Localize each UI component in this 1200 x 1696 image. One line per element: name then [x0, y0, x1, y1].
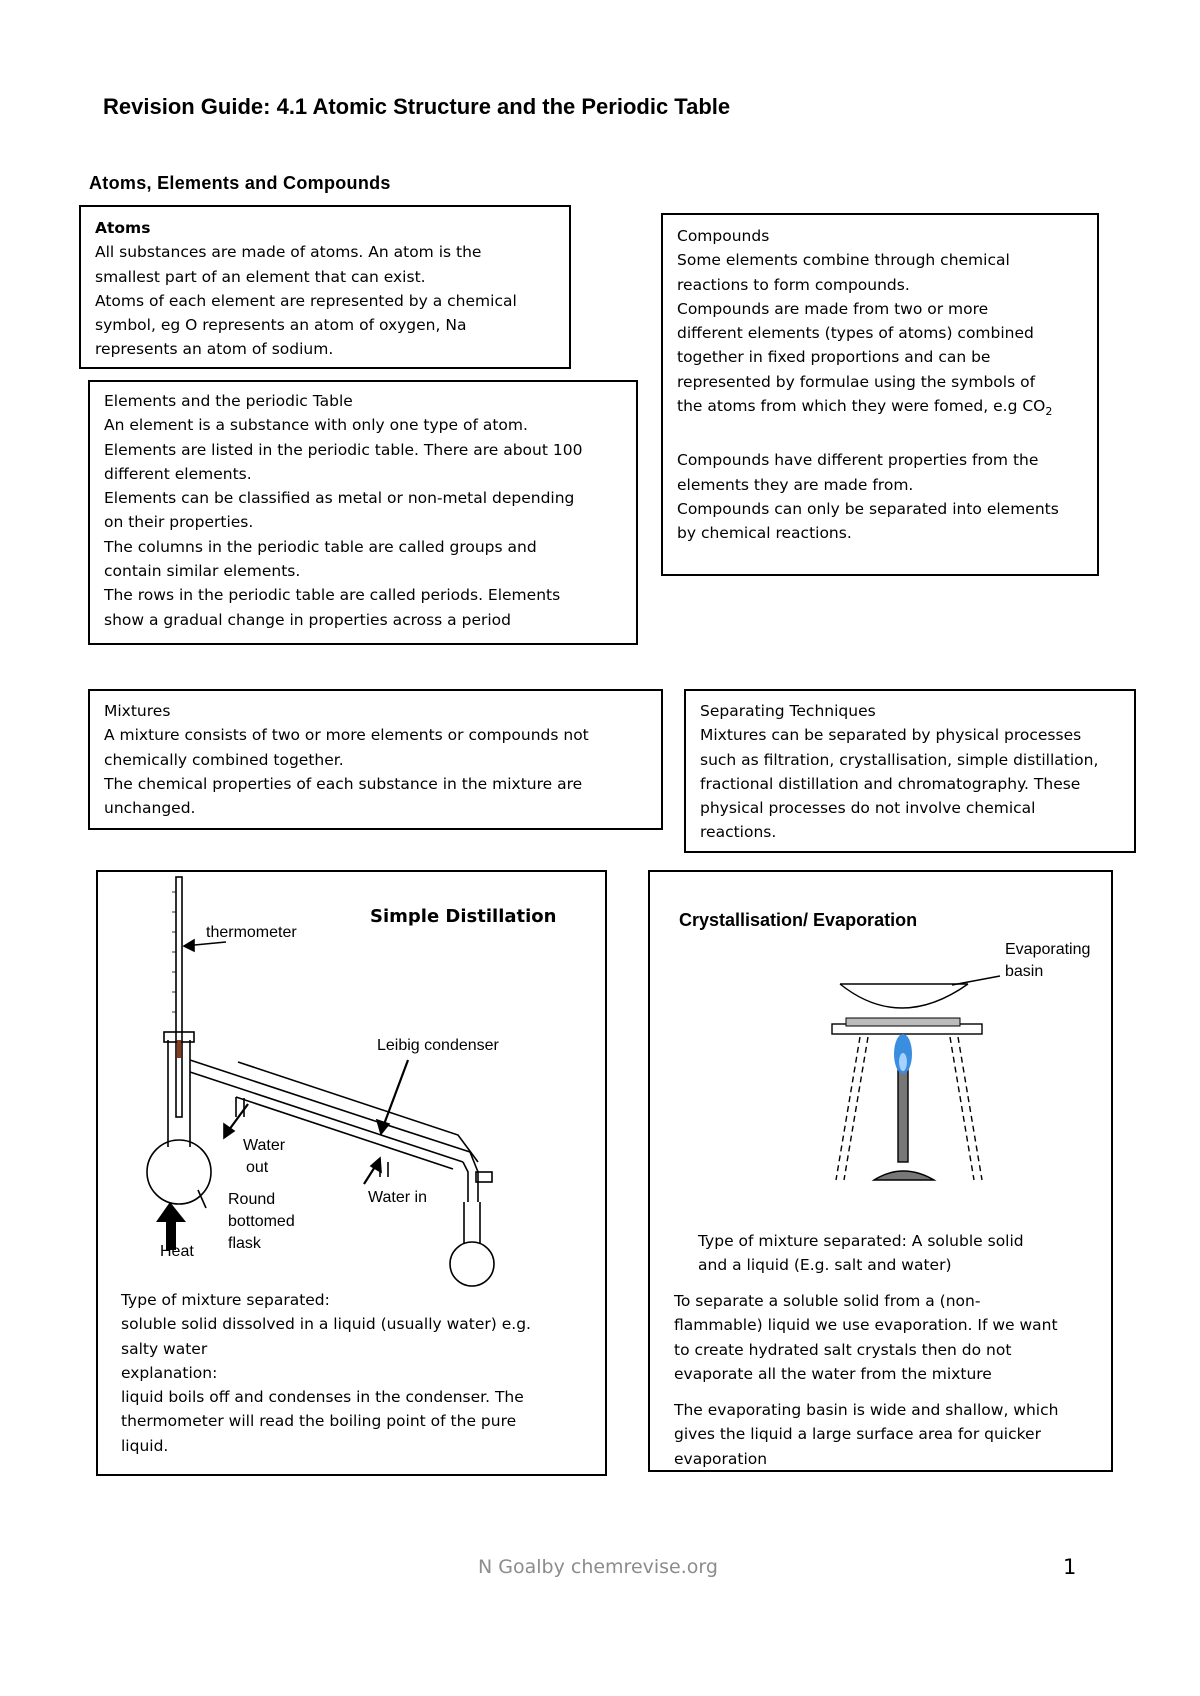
formula-subscript: 2 — [1045, 405, 1053, 419]
compounds-line: Compounds are made from two or more — [677, 299, 989, 318]
compounds-line: Compounds have different properties from the — [677, 451, 1039, 470]
round-bottom-flask-icon — [147, 1140, 211, 1204]
label-flask-2: bottomed — [228, 1213, 295, 1230]
distillation-line: salty water — [121, 1339, 208, 1358]
separating-line: such as filtration, crystallisation, simple distillation, — [700, 750, 1099, 769]
page-title: Revision Guide: 4.1 Atomic Structure and the Periodic Table — [103, 94, 731, 119]
distillation-line: soluble solid dissolved in a liquid (usually water) e.g. — [121, 1315, 531, 1334]
elements-line: Elements are listed in the periodic table. There are about 100 — [104, 440, 583, 459]
distillation-line: explanation: — [121, 1363, 218, 1382]
thermometer-icon — [176, 877, 182, 1117]
label-condenser: Leibig condenser — [377, 1037, 499, 1054]
atoms-line: represents an atom of sodium. — [95, 340, 334, 359]
distillation-title: Simple Distillation — [370, 906, 557, 927]
mixtures-line: A mixture consists of two or more elements or compounds not — [104, 726, 589, 745]
distillation-line: liquid boils off and condenses in the condenser. The — [121, 1388, 524, 1407]
crystallisation-line: flammable) liquid we use evaporation. If we want — [674, 1316, 1058, 1335]
separating-line: fractional distillation and chromatography. These — [700, 774, 1081, 793]
atoms-line: All substances are made of atoms. An atom is the — [95, 243, 482, 262]
compounds-formula-text: the atoms from which they were fomed, e.g CO — [677, 397, 1046, 416]
crystallisation-line: to create hydrated salt crystals then do not — [674, 1340, 1012, 1359]
separating-heading: Separating Techniques — [700, 702, 876, 720]
elements-line: Elements can be classified as metal or non-metal depending — [104, 489, 575, 508]
atoms-line: smallest part of an element that can exist. — [95, 267, 426, 286]
mixtures-line: unchanged. — [104, 799, 196, 818]
elements-line: different elements. — [104, 464, 252, 483]
compounds-line: represented by formulae using the symbols of — [677, 372, 1036, 391]
footer-credit: N Goalby chemrevise.org — [478, 1556, 718, 1578]
compounds-box — [661, 213, 1099, 576]
evaporating-basin-icon — [840, 984, 968, 1008]
atoms-line: symbol, eg O represents an atom of oxygen, Na — [95, 316, 467, 335]
compounds-line: different elements (types of atoms) combined — [677, 324, 1034, 343]
crystallisation-line: evaporate all the water from the mixture — [674, 1364, 992, 1383]
separating-line: Mixtures can be separated by physical processes — [700, 726, 1082, 745]
distillation-apparatus — [98, 872, 607, 1292]
atoms-box — [79, 205, 571, 369]
distillation-line: thermometer will read the boiling point of the pure — [121, 1412, 517, 1431]
separating-line: reactions. — [700, 823, 777, 842]
elements-line: An element is a substance with only one type of atom. — [104, 416, 528, 435]
compounds-line: by chemical reactions. — [677, 524, 852, 543]
compounds-heading: Compounds — [677, 227, 770, 245]
crystallisation-line: evaporation — [674, 1449, 768, 1468]
label-thermometer: thermometer — [206, 924, 297, 941]
label-water-out-2: out — [246, 1159, 269, 1176]
label-flask-3: flask — [228, 1235, 261, 1252]
separating-line: physical processes do not involve chemical — [700, 799, 1036, 818]
mixtures-box — [88, 689, 663, 830]
distillation-text — [121, 1288, 531, 1458]
distillation-line: Type of mixture separated: — [121, 1291, 330, 1309]
atoms-heading: Atoms — [95, 219, 151, 237]
crystallisation-type — [698, 1229, 1024, 1278]
crystallisation-type-line: Type of mixture separated: A soluble solid — [698, 1232, 1024, 1250]
label-water-out-1: Water — [243, 1137, 286, 1154]
label-basin-1: Evaporating — [1005, 941, 1091, 958]
elements-box — [88, 380, 638, 645]
label-basin-2: basin — [1005, 963, 1044, 980]
mixtures-heading: Mixtures — [104, 702, 171, 720]
crystallisation-line: gives the liquid a large surface area for quicker — [674, 1425, 1041, 1444]
receiving-flask-icon — [450, 1242, 494, 1286]
distillation-panel — [96, 870, 607, 1476]
elements-heading: Elements and the periodic Table — [104, 392, 353, 410]
crystallisation-line: The evaporating basin is wide and shallow, which — [674, 1401, 1059, 1419]
label-flask-1: Round — [228, 1191, 276, 1208]
separating-box — [684, 689, 1136, 853]
compounds-line: reactions to form compounds. — [677, 275, 910, 294]
crystallisation-panel — [648, 870, 1113, 1472]
bunsen-burner-icon — [898, 1070, 908, 1162]
label-heat: Heat — [160, 1243, 194, 1260]
compounds-line: elements they are made from. — [677, 475, 914, 494]
mixtures-line: The chemical properties of each substance in the mixture are — [104, 774, 583, 793]
elements-line: The rows in the periodic table are called periods. Elements — [104, 586, 561, 605]
elements-line: on their properties. — [104, 513, 254, 532]
crystallisation-para1 — [674, 1289, 1058, 1386]
atoms-line: Atoms of each element are represented by a chemical — [95, 291, 517, 310]
label-water-in: Water in — [368, 1189, 427, 1206]
page-number: 1 — [1063, 1555, 1077, 1579]
crystallisation-type-line: and a liquid (E.g. salt and water) — [698, 1256, 952, 1275]
crystallisation-line: To separate a soluble solid from a (non- — [674, 1292, 981, 1310]
distillation-line: liquid. — [121, 1436, 169, 1455]
section-heading: Atoms, Elements and Compounds — [89, 173, 391, 193]
mixtures-line: chemically combined together. — [104, 750, 344, 769]
elements-line: show a gradual change in properties across a period — [104, 610, 511, 629]
compounds-formula-line — [677, 394, 1083, 424]
crystallisation-para2 — [674, 1398, 1058, 1471]
compounds-line: together in fixed proportions and can be — [677, 348, 991, 367]
crystallisation-title: Crystallisation/ Evaporation — [679, 910, 918, 930]
elements-line: The columns in the periodic table are called groups and — [104, 537, 537, 556]
compounds-line: Some elements combine through chemical — [677, 251, 1010, 270]
elements-line: contain similar elements. — [104, 562, 301, 581]
evaporation-apparatus — [650, 872, 1113, 1192]
compounds-line: Compounds can only be separated into elements — [677, 500, 1059, 519]
